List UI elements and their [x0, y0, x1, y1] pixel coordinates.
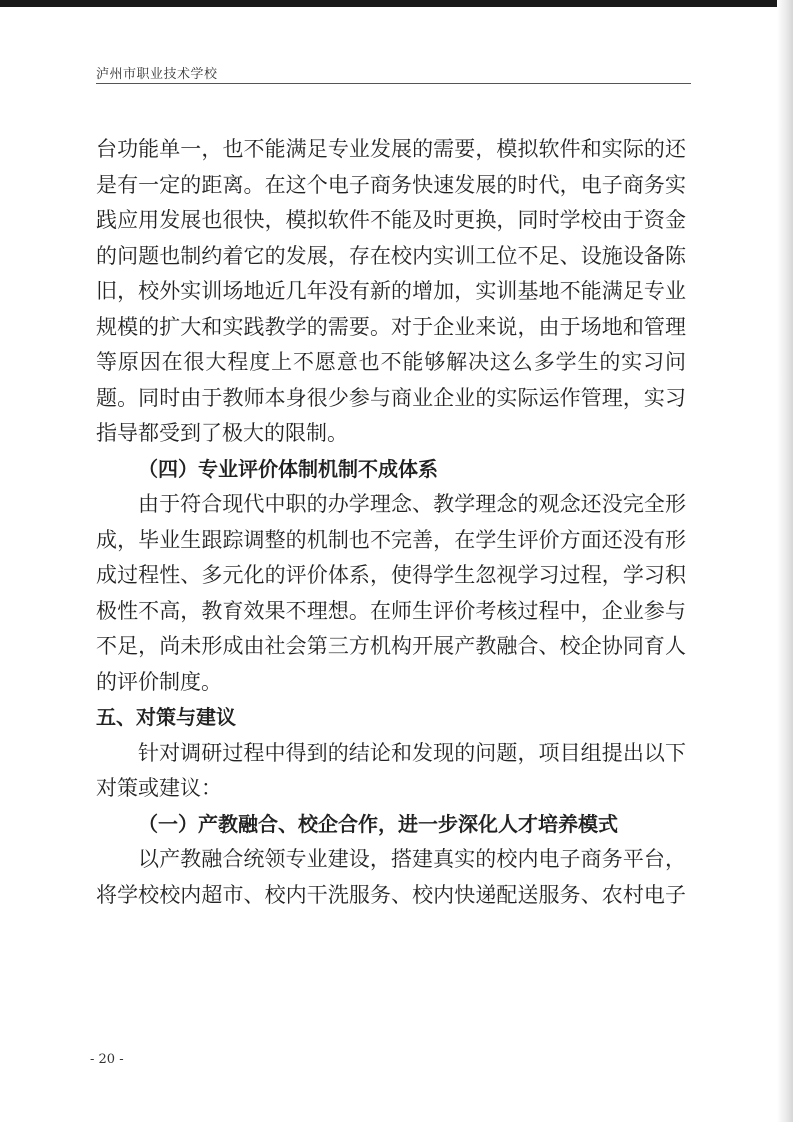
paragraph-2-line-6: 的评价制度。	[96, 669, 222, 694]
paragraph-3-line-1: 针对调研过程中得到的结论和发现的问题，项目组提出以下	[138, 740, 686, 765]
paragraph-2-line-2: 成，毕业生跟踪调整的机制也不完善，在学生评价方面还没有形	[96, 527, 686, 552]
paragraph-2-line-4: 极性不高，教育效果不理想。在师生评价考核过程中，企业参与	[96, 598, 686, 623]
paragraph-4-line-2: 将学校校内超市、校内干洗服务、校内快递配送服务、农村电子	[96, 882, 686, 907]
paragraph-1-line-3: 践应用发展也很快，模拟软件不能及时更换，同时学校由于资金	[96, 208, 686, 232]
header-school-name: 泸州市职业技术学校	[96, 67, 218, 82]
paragraph-2-line-1: 由于符合现代中职的办学理念、教学理念的观念还没完全形	[138, 492, 686, 516]
header-rule	[96, 83, 691, 84]
paragraph-1-line-5: 旧，校外实训场地近几年没有新的增加，实训基地不能满足专业	[96, 279, 686, 303]
paragraph-1-line-9: 指导都受到了极大的限制。	[96, 421, 348, 445]
scan-top-edge	[0, 0, 793, 7]
paragraph-3-line-2: 对策或建议：	[96, 776, 222, 800]
paragraph-1-line-6: 规模的扩大和实践教学的需要。对于企业来说，由于场地和管理	[96, 314, 686, 339]
paragraph-4-line-1: 以产教融合统领专业建设，搭建真实的校内电子商务平台，	[138, 847, 686, 871]
scan-side-shadow	[777, 0, 793, 1122]
subsection-1-heading: （一）产教融合、校企合作，进一步深化人才培养模式	[138, 811, 618, 836]
document-body	[96, 132, 686, 913]
paragraph-1-line-2: 是有一定的距离。在这个电子商务快速发展的时代，电子商务实	[96, 172, 686, 197]
section-4-heading: （四）专业评价体制机制不成体系	[138, 456, 438, 481]
paragraph-1-line-8: 题。同时由于教师本身很少参与商业企业的实际运作管理，实习	[96, 385, 686, 410]
paragraph-1-line-1: 台功能单一，也不能满足专业发展的需要，模拟软件和实际的还	[96, 137, 686, 161]
section-5-heading: 五、对策与建议	[96, 705, 236, 729]
page-number: - 20 -	[90, 1052, 124, 1067]
paragraph-2-line-5: 不足，尚未形成由社会第三方机构开展产教融合、校企协同育人	[96, 634, 686, 658]
paragraph-2-line-3: 成过程性、多元化的评价体系，使得学生忽视学习过程，学习积	[96, 563, 686, 587]
paragraph-1-line-7: 等原因在很大程度上不愿意也不能够解决这么多学生的实习问	[96, 350, 686, 374]
paragraph-1-line-4: 的问题也制约着它的发展，存在校内实训工位不足、设施设备陈	[96, 243, 686, 268]
